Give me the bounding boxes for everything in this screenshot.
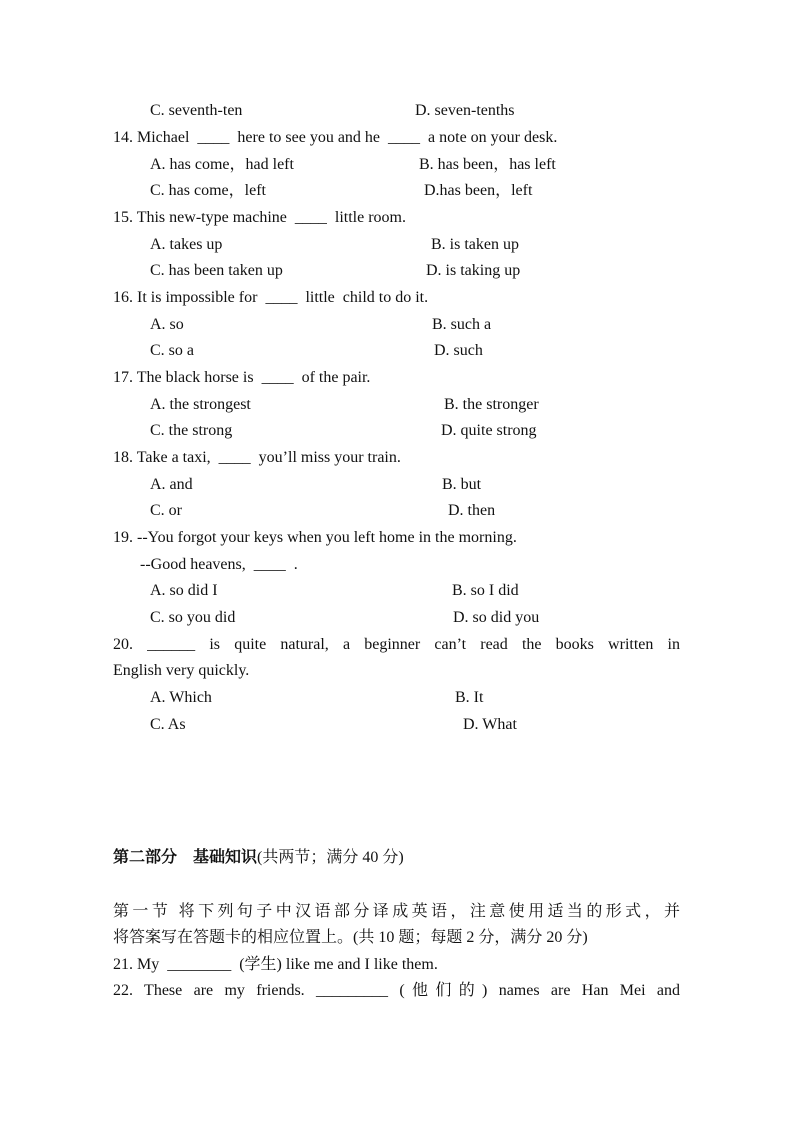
q18-option-c: C. or [150, 502, 182, 519]
q17-option-b: B. the stronger [444, 396, 539, 413]
q19-option-a: A. so did I [150, 582, 218, 599]
q15-option-a: A. takes up [150, 236, 223, 253]
q20-stem-continued: English very quickly. [113, 662, 250, 679]
q14-option-d: D.has been，left [424, 182, 533, 199]
q16-option-d: D. such [434, 342, 483, 359]
q18-option-b: B. but [442, 476, 482, 493]
q20-stem: 20. ______ is quite natural, a beginner can’t read the books written in [113, 636, 680, 653]
q20-option-b: B. It [455, 689, 484, 706]
q14-option-a: A. has come，had left [150, 156, 294, 173]
q22-stem: 22. These are my friends. _________ (他们的) names are Han Mei and [113, 982, 680, 999]
q18-stem: 18. Take a taxi, ____ you’ll miss your train. [113, 449, 401, 466]
q21-stem: 21. My ________ (学生) like me and I like them. [113, 956, 438, 973]
q13-option-c: C. seventh-ten [150, 102, 243, 119]
q17-option-c: C. the strong [150, 422, 233, 439]
q15-stem: 15. This new-type machine ____ little room. [113, 209, 406, 226]
q14-option-b: B. has been，has left [419, 156, 556, 173]
part2-heading-note: (共两节；满分 40 分) [257, 849, 404, 866]
q13-option-d: D. seven-tenths [415, 102, 515, 119]
q19-stem: 19. --You forgot your keys when you left home in the morning. [113, 529, 517, 546]
q16-option-a: A. so [150, 316, 184, 333]
q18-option-a: A. and [150, 476, 193, 493]
part2-heading-title: 第二部分 基础知识 [113, 849, 258, 866]
q20-option-a: A. Which [150, 689, 212, 706]
q19-stem-reply: --Good heavens, ____ . [140, 556, 298, 573]
q15-option-b: B. is taken up [431, 236, 519, 253]
q16-option-b: B. such a [432, 316, 492, 333]
q20-option-c: C. As [150, 716, 186, 733]
section1-instructions-line1: 第一节 将下列句子中汉语部分译成英语，注意使用适当的形式，并 [113, 903, 680, 920]
q19-option-b: B. so I did [452, 582, 519, 599]
q16-stem: 16. It is impossible for ____ little child to do it. [113, 289, 429, 306]
q15-option-c: C. has been taken up [150, 262, 283, 279]
part2-heading [113, 848, 404, 868]
q17-option-d: D. quite strong [441, 422, 537, 439]
q14-option-c: C. has come，left [150, 182, 266, 199]
q14-stem: 14. Michael ____ here to see you and he ____ a note on your desk. [113, 129, 558, 146]
section1-instructions-line2: 将答案写在答题卡的相应位置上。(共 10 题；每题 2 分，满分 20 分) [113, 929, 588, 946]
q17-stem: 17. The black horse is ____ of the pair. [113, 369, 371, 386]
q19-option-d: D. so did you [453, 609, 540, 626]
q16-option-c: C. so a [150, 342, 194, 359]
q15-option-d: D. is taking up [426, 262, 521, 279]
q17-option-a: A. the strongest [150, 396, 251, 413]
q18-option-d: D. then [448, 502, 496, 519]
q20-option-d: D. What [463, 716, 517, 733]
q19-option-c: C. so you did [150, 609, 236, 626]
